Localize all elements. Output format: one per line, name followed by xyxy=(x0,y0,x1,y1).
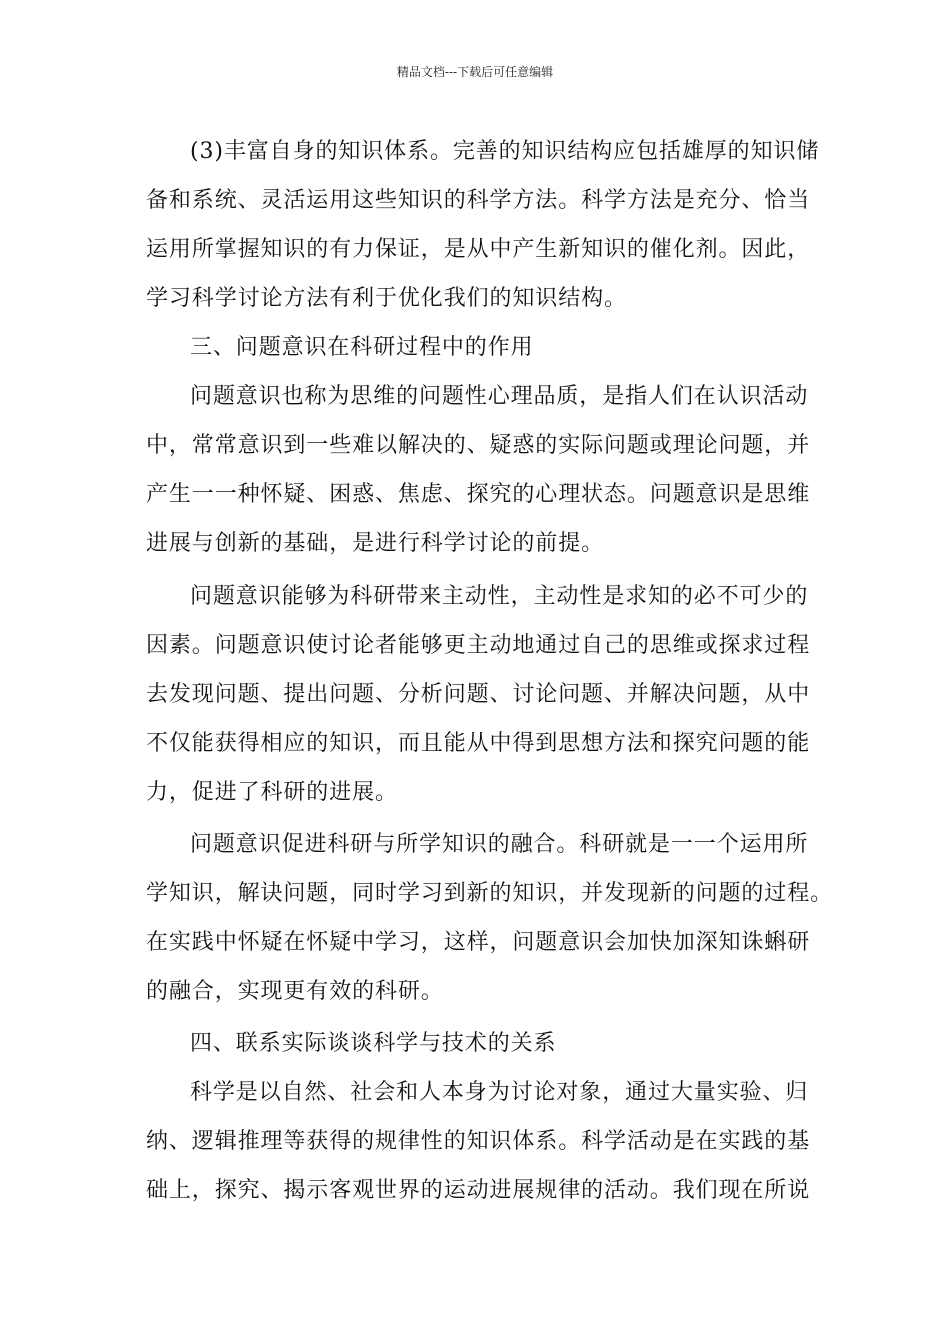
paragraph-line: 产生一一种怀疑、困惑、焦虑、探究的心理状态。问题意识是思维 xyxy=(146,482,811,507)
paragraph-line: 科学是以自然、社会和人本身为讨论对象，通过大量实验、归 xyxy=(190,1080,809,1105)
page-header: 精品文档---下载后可任意编辑 xyxy=(396,65,554,79)
section-heading: 三、问题意识在科研过程中的作用 xyxy=(190,335,534,360)
paragraph-line: 中，常常意识到一些难以解决的、疑惑的实际问题或理论问题，并 xyxy=(146,433,811,458)
paragraph-line: (3)丰富自身的知识体系。完善的知识结构应包括雄厚的知识储 xyxy=(190,139,820,164)
section-heading: 四、联系实际谈谈科学与技术的关系 xyxy=(190,1031,557,1056)
paragraph-line: 问题意识能够为科研带来主动性，主动性是求知的必不可少的 xyxy=(190,584,809,609)
paragraph-line: 问题意识促进科研与所学知识的融合。科研就是一一个运用所 xyxy=(190,832,809,857)
paragraph-line: 去发现问题、提出问题、分析问题、讨论问题、并解决问题，从中 xyxy=(146,682,811,707)
paragraph-line: 备和系统、灵活运用这些知识的科学方法。科学方法是充分、恰当 xyxy=(146,188,811,213)
paragraph-line: 不仅能获得相应的知识，而且能从中得到思想方法和探究问题的能 xyxy=(146,731,811,756)
paragraph-line: 学知识，解诀问题，同时学习到新的知识，并发现新的问题的过程。 xyxy=(146,881,834,906)
paragraph-line: 进展与创新的基础，是进行科学讨论的前提。 xyxy=(146,531,605,556)
paragraph-line: 在实践中怀疑在怀疑中学习，这样，问题意识会加快加深知诛蝌研 xyxy=(146,930,811,955)
paragraph-line: 础上，探究、揭示客观世界的运动进展规律的活动。我们现在所说 xyxy=(146,1178,811,1203)
paragraph-line: 因素。问题意识使讨论者能够更主动地通过自己的思维或探求过程 xyxy=(146,633,811,658)
paragraph-line: 的融合，实现更有效的科研。 xyxy=(146,979,444,1004)
paragraph-line: 运用所掌握知识的有力保证，是从中产生新知识的催化剂。因此， xyxy=(146,237,811,262)
paragraph-line: 学习科学讨论方法有利于优化我们的知识结构。 xyxy=(146,286,627,311)
paragraph-line: 纳、逻辑推理等获得的规律性的知识体系。科学活动是在实践的基 xyxy=(146,1129,811,1154)
paragraph-line: 问题意识也称为思维的问题性心理品质，是指人们在认识活动 xyxy=(190,384,809,409)
paragraph-line: 力，促进了科研的进展。 xyxy=(146,780,398,805)
